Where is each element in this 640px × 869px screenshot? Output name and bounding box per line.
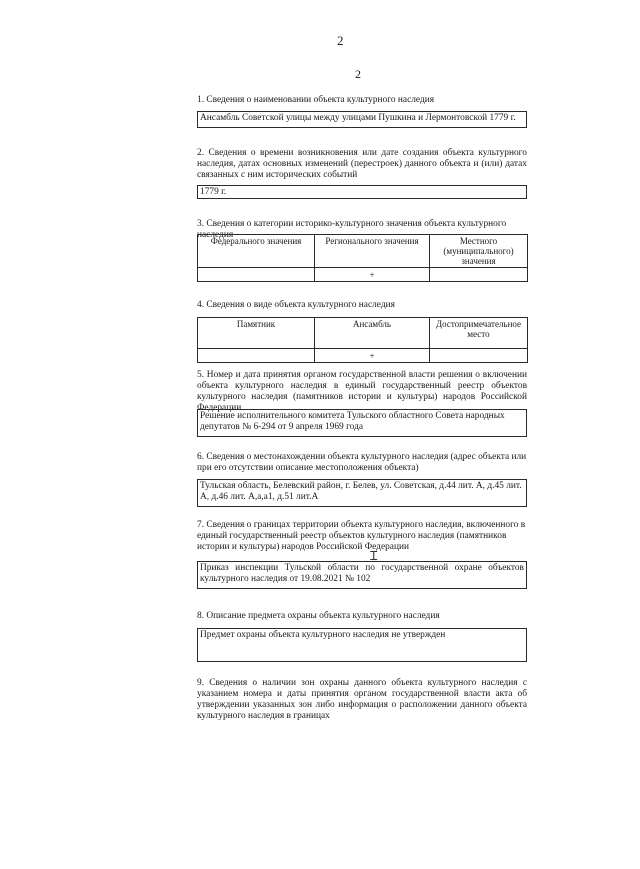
section-5-value-box (197, 409, 527, 437)
section-2-value-box (197, 185, 527, 199)
page-number-top: 2 (337, 33, 344, 48)
type-monument-header: Памятник (198, 318, 315, 349)
category-local-mark (430, 268, 528, 282)
type-monument-mark (198, 349, 315, 363)
page-number-inner: 2 (355, 67, 361, 81)
section-7-value-box (197, 561, 527, 589)
section-4-heading: 4. Сведения о виде объекта культурного наследия (197, 300, 395, 310)
section-5-value: Решение исполнительного комитета Тульского областного Совета народных депутатов № 6-294 от 9 апреля 1969 года (200, 411, 505, 432)
type-landmark-header: Достопримечательное место (430, 318, 528, 349)
type-landmark-mark (430, 349, 528, 363)
category-local-header: Местного (муниципального) значения (430, 235, 528, 268)
section-1-value-box (197, 111, 527, 128)
section-1-heading: 1. Сведения о наименовании объекта культурного наследия (197, 95, 435, 105)
section-6-value: Тульская область, Белевский район, г. Белев, ул. Советская, д.44 лит. А, д.45 лит. А, д.46 лит. А,а,а1, д.51 лит.А (200, 481, 522, 502)
category-table (197, 234, 528, 282)
section-3-heading: 3. Сведения о категории историко-культурного значения объекта культурного наследия (197, 219, 507, 240)
section-6-value-box (197, 479, 527, 507)
object-type-table (197, 317, 528, 363)
section-2-heading: 2. Сведения о времени возникновения или дате создания объекта культурного наследия, датах основных изменений (перестроек) данного объекта и (или) датах связанных с ним исторических событий (197, 148, 527, 180)
section-8-value-box (197, 628, 527, 662)
type-ensemble-mark: + (315, 349, 430, 363)
section-1-value: Ансамбль Советской улицы между улицами Пушкина и Лермонтовской 1779 г. (200, 113, 516, 123)
section-9-heading: 9. Сведения о наличии зон охраны данного объекта культурного наследия с указанием номера и даты принятия органом государственной власти акта об утверждении указанных зон либо информация о расположении данного объекта культурного наследия в границах (197, 678, 527, 721)
section-2-value: 1779 г. (200, 187, 227, 197)
section-5-heading: 5. Номер и дата принятия органом государственной власти решения о включении объекта культурного наследия в единый государственный реестр объектов культурного наследия (памятников истории и культуры) народов Российской Федерации (197, 370, 527, 413)
section-7-heading: 7. Сведения о границах территории объекта культурного наследия, включенного в единый государственный реестр объектов культурного наследия (памятников истории и культуры) народов Российской Федерации (197, 520, 526, 552)
category-federal-mark (198, 268, 315, 282)
category-federal-header: Федерального значения (198, 235, 315, 268)
category-regional-header: Регионального значения (315, 235, 430, 268)
section-8-heading: 8. Описание предмета охраны объекта культурного наследия (197, 611, 440, 621)
text-cursor-icon: Ꮖ (370, 549, 378, 563)
section-7-value: Приказ инспекции Тульской области по государственной охране объектов культурного наследия от 19.08.2021 № 102 (200, 563, 524, 584)
type-ensemble-header: Ансамбль (315, 318, 430, 349)
section-6-heading: 6. Сведения о местонахождении объекта культурного наследия (адрес объекта или при его отсутствии описание местоположения объекта) (197, 452, 527, 473)
category-regional-mark: + (315, 268, 430, 282)
section-8-value: Предмет охраны объекта культурного наследия не утвержден (200, 630, 446, 640)
